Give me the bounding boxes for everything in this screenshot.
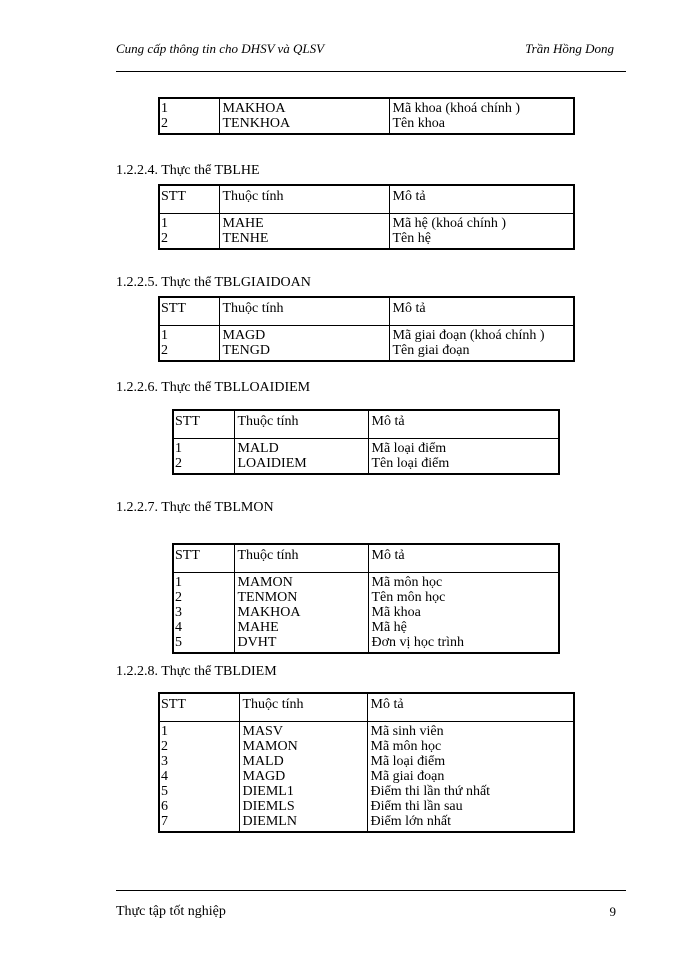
cell-value: Đơn vị học trình: [371, 635, 465, 650]
table-cell-column-1: [239, 722, 367, 833]
table-body-row: [173, 439, 559, 475]
column-header: Thuộc tính: [219, 185, 389, 214]
cell-value: DIEMLS: [242, 799, 295, 814]
cell-value: 1: [175, 575, 182, 590]
section-heading-tblgiaidoan: 1.2.2.5. Thực thể TBLGIAIDOAN: [116, 275, 311, 290]
cell-value: Mã hệ (khoá chính ): [392, 216, 507, 231]
table-tbldiem: [158, 692, 575, 833]
cell-value: Mã giai đoạn: [370, 769, 445, 784]
table-tblkhoa-continued: [158, 97, 575, 135]
table-cell-column-0: [173, 573, 234, 654]
cell-value: 4: [161, 769, 168, 784]
table-cell-column-1: [219, 326, 389, 362]
cell-value: MALD: [242, 754, 284, 769]
column-header: Mô tả: [368, 410, 559, 439]
column-header: STT: [159, 297, 219, 326]
cell-value: DVHT: [237, 635, 277, 650]
table-cell-column-1: [219, 214, 389, 250]
table-body-row: [159, 326, 574, 362]
cell-value: Tên giai đoạn: [392, 343, 470, 358]
column-header: STT: [159, 185, 219, 214]
table-cell-column-0: [159, 214, 219, 250]
cell-value: DIEMLN: [242, 814, 297, 829]
table-header-row: [173, 410, 559, 439]
table-cell-column-1: [234, 573, 368, 654]
cell-value: 2: [161, 231, 168, 246]
table-cell-column-0: [159, 326, 219, 362]
table-body-row: [159, 98, 574, 134]
cell-value: TENKHOA: [222, 116, 291, 131]
cell-value: 3: [175, 605, 182, 620]
table-cell-column-2: [367, 722, 574, 833]
cell-value: Mã hệ: [371, 620, 407, 635]
column-header: Mô tả: [367, 693, 574, 722]
running-header-author: Trần Hồng Dong: [525, 41, 614, 56]
cell-value: Mã môn học: [370, 739, 442, 754]
cell-value: TENHE: [222, 231, 269, 246]
cell-value: Mã khoa: [371, 605, 421, 620]
running-header-title: Cung cấp thông tin cho DHSV và QLSV: [116, 41, 325, 56]
cell-value: MAGD: [222, 328, 266, 343]
cell-value: 5: [161, 784, 168, 799]
cell-value: 2: [161, 343, 168, 358]
table-body-row: [173, 573, 559, 654]
cell-value: 5: [175, 635, 182, 650]
cell-value: Tên khoa: [392, 116, 445, 131]
column-header: Thuộc tính: [234, 544, 368, 573]
cell-value: 1: [161, 101, 168, 116]
table-header-row: [159, 693, 574, 722]
cell-value: Mã môn học: [371, 575, 443, 590]
cell-value: 3: [161, 754, 168, 769]
table-header-row: [173, 544, 559, 573]
cell-value: MAMON: [242, 739, 298, 754]
cell-value: MASV: [242, 724, 283, 739]
cell-value: MAHE: [237, 620, 279, 635]
cell-value: 2: [161, 739, 168, 754]
table-body-row: [159, 722, 574, 833]
cell-value: Điểm lớn nhất: [370, 814, 451, 829]
section-heading-tblloaidiem: 1.2.2.6. Thực thể TBLLOAIDIEM: [116, 380, 311, 395]
column-header: Thuộc tính: [239, 693, 367, 722]
table-header-row: [159, 185, 574, 214]
table-cell-column-0: [173, 439, 234, 475]
cell-value: TENGD: [222, 343, 270, 358]
cell-value: 1: [161, 724, 168, 739]
table-cell-column-2: [368, 573, 559, 654]
cell-value: Mã giai đoạn (khoá chính ): [392, 328, 545, 343]
cell-value: MAHE: [222, 216, 264, 231]
cell-value: 2: [161, 116, 168, 131]
column-header: Mô tả: [389, 185, 574, 214]
table-body-row: [159, 214, 574, 250]
cell-value: Điểm thi lần thứ nhất: [370, 784, 491, 799]
footer-title: Thực tập tốt nghiệp: [116, 904, 226, 919]
column-header: STT: [173, 410, 234, 439]
section-heading-tbldiem: 1.2.2.8. Thực thể TBLDIEM: [116, 664, 277, 679]
table-cell-column-2: [368, 439, 559, 475]
cell-value: Điểm thi lần sau: [370, 799, 463, 814]
cell-value: Tên môn học: [371, 590, 446, 605]
cell-value: MAMON: [237, 575, 293, 590]
cell-value: 7: [161, 814, 168, 829]
cell-value: Mã khoa (khoá chính ): [392, 101, 521, 116]
page-number: 9: [609, 904, 616, 919]
cell-value: DIEML1: [242, 784, 294, 799]
column-header: STT: [159, 693, 239, 722]
cell-value: Mã sinh viên: [370, 724, 444, 739]
column-header: Thuộc tính: [219, 297, 389, 326]
cell-value: 1: [161, 216, 168, 231]
cell-value: MAGD: [242, 769, 286, 784]
cell-value: Tên hệ: [392, 231, 431, 246]
cell-value: Mã loại điểm: [371, 441, 447, 456]
cell-value: TENMON: [237, 590, 298, 605]
cell-value: 1: [161, 328, 168, 343]
table-tblloaidiem: [172, 409, 560, 475]
column-header: Mô tả: [368, 544, 559, 573]
cell-value: 2: [175, 456, 182, 471]
table-cell-column-0: [159, 722, 239, 833]
cell-value: Tên loại điểm: [371, 456, 450, 471]
section-heading-tblmon: 1.2.2.7. Thực thể TBLMON: [116, 500, 274, 515]
table-cell-column-2: [389, 98, 574, 134]
header-rule: [116, 71, 626, 72]
column-header: Mô tả: [389, 297, 574, 326]
cell-value: 1: [175, 441, 182, 456]
table-cell-column-2: [389, 214, 574, 250]
table-cell-column-1: [219, 98, 389, 134]
cell-value: MAKHOA: [237, 605, 301, 620]
table-cell-column-0: [159, 98, 219, 134]
table-tblhe: [158, 184, 575, 250]
column-header: Thuộc tính: [234, 410, 368, 439]
table-cell-column-1: [234, 439, 368, 475]
cell-value: MALD: [237, 441, 279, 456]
table-tblmon: [172, 543, 560, 654]
table-cell-column-2: [389, 326, 574, 362]
section-heading-tblhe: 1.2.2.4. Thực thể TBLHE: [116, 163, 260, 178]
cell-value: LOAIDIEM: [237, 456, 307, 471]
cell-value: 2: [175, 590, 182, 605]
table-header-row: [159, 297, 574, 326]
column-header: STT: [173, 544, 234, 573]
cell-value: 4: [175, 620, 182, 635]
cell-value: MAKHOA: [222, 101, 286, 116]
cell-value: 6: [161, 799, 168, 814]
table-tblgiaidoan: [158, 296, 575, 362]
footer-rule: [116, 890, 626, 891]
cell-value: Mã loại điểm: [370, 754, 446, 769]
